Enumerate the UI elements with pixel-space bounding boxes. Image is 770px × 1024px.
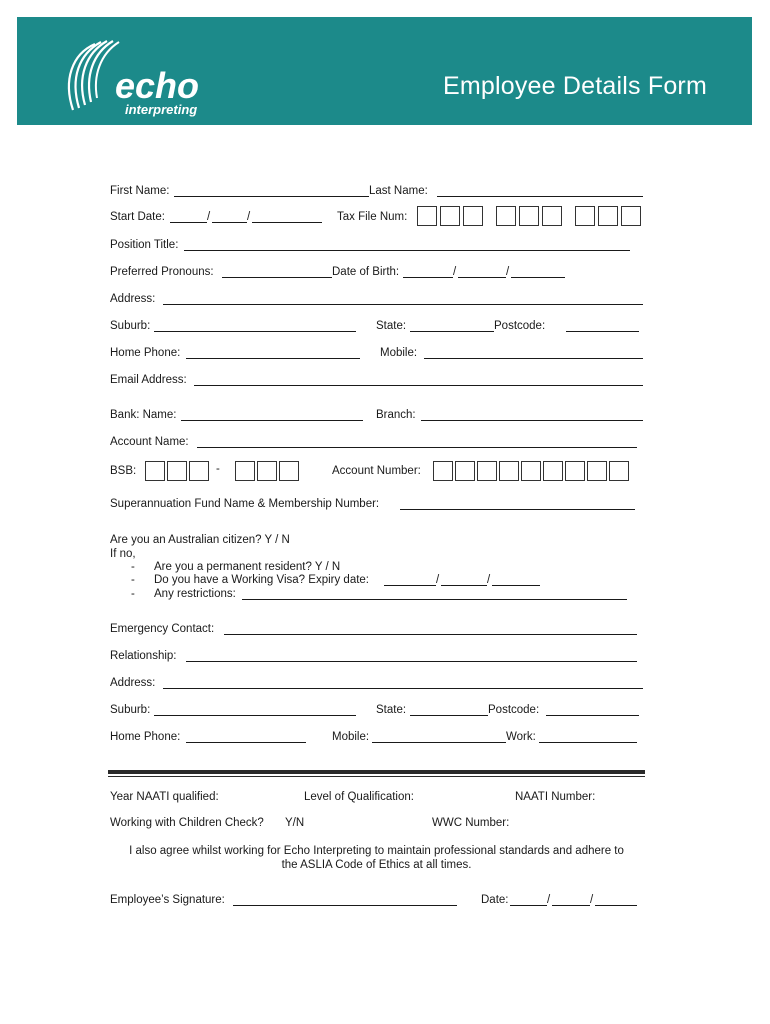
first-name-label: First Name:	[110, 185, 170, 197]
bsb-box[interactable]	[235, 461, 255, 481]
emergency-home-phone-field[interactable]	[186, 742, 306, 743]
start-date-slash-2: /	[247, 211, 251, 223]
mobile-label: Mobile:	[380, 347, 418, 359]
account-name-field[interactable]	[197, 447, 637, 448]
tfn-box[interactable]	[621, 206, 641, 226]
account-number-box[interactable]	[543, 461, 563, 481]
bullet: -	[131, 561, 135, 573]
super-field[interactable]	[400, 509, 635, 510]
wwc-number-label: WWC Number:	[432, 817, 510, 829]
dob-slash-2: /	[506, 266, 510, 278]
logo-text: echo	[115, 65, 200, 106]
restrictions-label: Any restrictions:	[154, 588, 236, 600]
last-name-label: Last Name:	[369, 185, 428, 197]
emergency-state-field[interactable]	[410, 715, 488, 716]
relationship-field[interactable]	[186, 661, 637, 662]
dob-day[interactable]	[403, 277, 453, 278]
account-number-label: Account Number:	[332, 465, 421, 477]
branch-field[interactable]	[421, 420, 643, 421]
emergency-state-label: State:	[376, 704, 407, 716]
header-banner	[17, 17, 752, 125]
start-date-slash-1: /	[207, 211, 211, 223]
dob-month[interactable]	[458, 277, 506, 278]
bank-name-field[interactable]	[181, 420, 363, 421]
logo-subtext: interpreting	[125, 102, 198, 117]
state-field[interactable]	[410, 331, 494, 332]
emergency-home-phone-label: Home Phone:	[110, 731, 181, 743]
bsb-box[interactable]	[279, 461, 299, 481]
emergency-suburb-field[interactable]	[154, 715, 356, 716]
signature-date-slash-2: /	[590, 894, 594, 906]
visa-slash-1: /	[436, 574, 440, 586]
qualification-level-label: Level of Qualification:	[304, 791, 414, 803]
signature-date-label: Date:	[481, 894, 509, 906]
first-name-field[interactable]	[174, 196, 369, 197]
bsb-box[interactable]	[167, 461, 187, 481]
emergency-postcode-field[interactable]	[546, 715, 639, 716]
bullet: -	[131, 574, 135, 586]
naati-year-label: Year NAATI qualified:	[110, 791, 219, 803]
address-field[interactable]	[163, 304, 643, 305]
agreement-line-1: I also agree whilst working for Echo Interpreting to maintain professional standards and adhere to	[129, 845, 624, 857]
form-title: Employee Details Form	[442, 72, 707, 100]
tfn-box[interactable]	[519, 206, 539, 226]
postcode-field[interactable]	[566, 331, 639, 332]
tfn-box[interactable]	[496, 206, 516, 226]
emergency-work-label: Work:	[506, 731, 536, 743]
emergency-address-field[interactable]	[163, 688, 643, 689]
account-number-box[interactable]	[433, 461, 453, 481]
bsb-label: BSB:	[110, 465, 137, 477]
emergency-postcode-label: Postcode:	[488, 704, 540, 716]
email-field[interactable]	[194, 385, 643, 386]
mobile-field[interactable]	[424, 358, 643, 359]
if-no-label: If no,	[110, 548, 136, 560]
tfn-box[interactable]	[440, 206, 460, 226]
emergency-mobile-field[interactable]	[372, 742, 506, 743]
emergency-suburb-label: Suburb:	[110, 704, 151, 716]
tfn-box[interactable]	[463, 206, 483, 226]
working-visa-question: Do you have a Working Visa? Expiry date:	[154, 574, 369, 586]
account-number-box[interactable]	[587, 461, 607, 481]
emergency-contact-label: Emergency Contact:	[110, 623, 215, 635]
start-date-year[interactable]	[252, 222, 322, 223]
suburb-field[interactable]	[154, 331, 356, 332]
state-label: State:	[376, 320, 407, 332]
tfn-box[interactable]	[542, 206, 562, 226]
address-label: Address:	[110, 293, 156, 305]
position-title-field[interactable]	[184, 250, 630, 251]
dob-label: Date of Birth:	[332, 266, 400, 278]
wwc-check-label: Working with Children Check?	[110, 817, 264, 829]
account-number-box[interactable]	[455, 461, 475, 481]
wwc-yn: Y/N	[285, 817, 305, 829]
postcode-label: Postcode:	[494, 320, 546, 332]
echo-logo	[57, 32, 217, 122]
start-date-day[interactable]	[170, 222, 207, 223]
account-number-box[interactable]	[521, 461, 541, 481]
bsb-box[interactable]	[257, 461, 277, 481]
bsb-dash: -	[216, 463, 220, 475]
visa-expiry-year[interactable]	[492, 585, 540, 586]
email-label: Email Address:	[110, 374, 187, 386]
restrictions-field[interactable]	[242, 599, 627, 600]
section-divider	[108, 770, 645, 774]
account-number-box[interactable]	[609, 461, 629, 481]
pronouns-field[interactable]	[222, 277, 332, 278]
signature-date-day[interactable]	[510, 905, 547, 906]
emergency-work-field[interactable]	[539, 742, 637, 743]
last-name-field[interactable]	[437, 196, 643, 197]
emergency-address-label: Address:	[110, 677, 156, 689]
tfn-box[interactable]	[575, 206, 595, 226]
bullet: -	[131, 588, 135, 600]
bsb-box[interactable]	[189, 461, 209, 481]
pronouns-label: Preferred Pronouns:	[110, 266, 214, 278]
bank-name-label: Bank: Name:	[110, 409, 177, 421]
emergency-contact-field[interactable]	[224, 634, 637, 635]
signature-date-slash-1: /	[547, 894, 551, 906]
dob-slash-1: /	[453, 266, 457, 278]
account-name-label: Account Name:	[110, 436, 189, 448]
tfn-box[interactable]	[598, 206, 618, 226]
home-phone-label: Home Phone:	[110, 347, 181, 359]
visa-slash-2: /	[487, 574, 491, 586]
suburb-label: Suburb:	[110, 320, 151, 332]
account-number-box[interactable]	[499, 461, 519, 481]
signature-field[interactable]	[233, 905, 457, 906]
citizen-question: Are you an Australian citizen? Y / N	[110, 534, 290, 546]
tfn-box[interactable]	[417, 206, 437, 226]
visa-expiry-day[interactable]	[384, 585, 436, 586]
agreement-line-2: the ASLIA Code of Ethics at all times.	[281, 859, 472, 871]
bsb-box[interactable]	[145, 461, 165, 481]
visa-expiry-month[interactable]	[441, 585, 487, 586]
permanent-resident-question: Are you a permanent resident? Y / N	[154, 561, 341, 573]
relationship-label: Relationship:	[110, 650, 177, 662]
account-number-box[interactable]	[565, 461, 585, 481]
emergency-mobile-label: Mobile:	[332, 731, 370, 743]
tax-file-label: Tax File Num:	[337, 211, 408, 223]
home-phone-field[interactable]	[186, 358, 360, 359]
branch-label: Branch:	[376, 409, 416, 421]
signature-label: Employee’s Signature:	[110, 894, 225, 906]
start-date-month[interactable]	[212, 222, 247, 223]
start-date-label: Start Date:	[110, 211, 165, 223]
section-divider-thin	[108, 776, 645, 777]
super-label: Superannuation Fund Name & Membership Number:	[110, 498, 380, 510]
position-title-label: Position Title:	[110, 239, 179, 251]
account-number-box[interactable]	[477, 461, 497, 481]
dob-year[interactable]	[511, 277, 565, 278]
naati-number-label: NAATI Number:	[515, 791, 596, 803]
signature-date-year[interactable]	[595, 905, 637, 906]
signature-date-month[interactable]	[552, 905, 590, 906]
